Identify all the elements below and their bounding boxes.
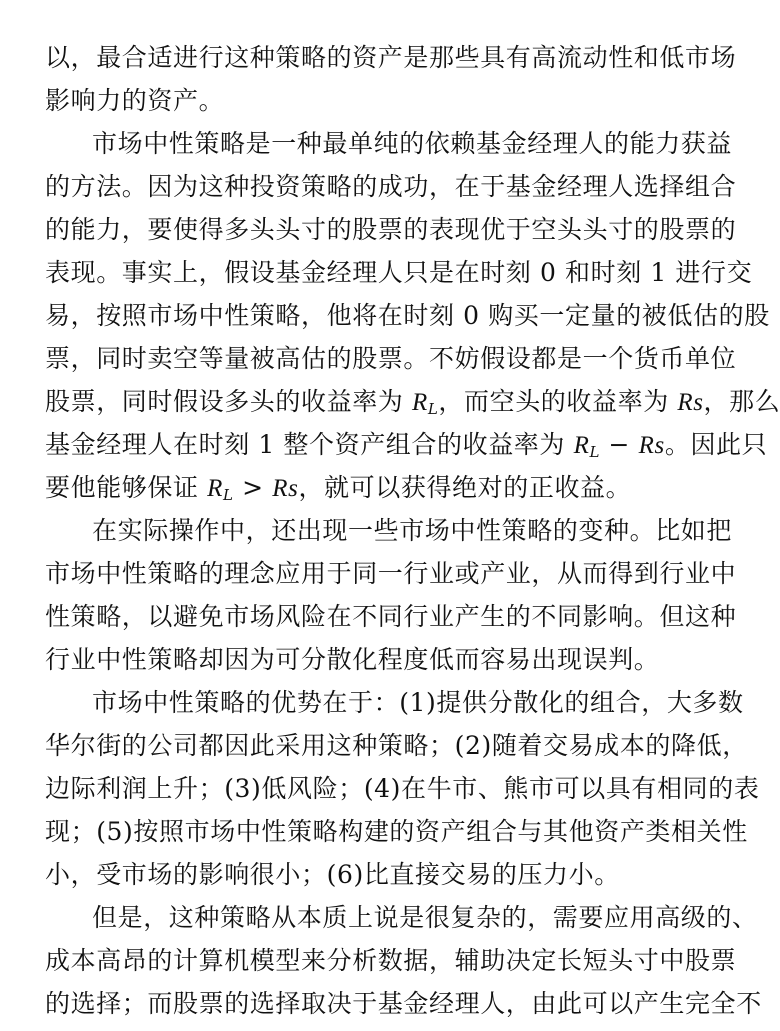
text-span: 基金经理人在时刻 1 整个资产组合的收益率为: [45, 430, 574, 459]
math-symbol-r: R: [207, 475, 224, 502]
math-operator-minus: −: [600, 430, 639, 459]
text-span: ，那么: [703, 387, 780, 416]
math-symbol-r: R: [411, 389, 428, 416]
text-line: 边际利润上升；(3)低风险；(4)在牛市、熊市可以具有相同的表: [45, 774, 760, 803]
math-subscript-l: L: [589, 443, 600, 461]
text-line: 市场中性策略的理念应用于同一行业或产业，从而得到行业中: [45, 559, 737, 588]
text-line: 表现。事实上，假设基金经理人只是在时刻 0 和时刻 1 进行交: [45, 258, 753, 287]
text-line: 成本高昂的计算机模型来分析数据，辅助决定长短头寸中股票: [45, 946, 737, 975]
math-symbol-rs: Rs: [638, 432, 665, 459]
text-span: 股票，同时假设多头的收益率为: [45, 387, 412, 416]
text-line: 现；(5)按照市场中性策略构建的资产组合与其他资产类相关性: [45, 817, 748, 846]
text-span: 要他能够保证: [45, 473, 208, 502]
text-line: 小，受市场的影响很小；(6)比直接交易的压力小。: [45, 860, 620, 889]
text-span: ，就可以获得绝对的正收益。: [298, 473, 632, 502]
math-symbol-rs: Rs: [272, 475, 299, 502]
text-line: 华尔街的公司都因此采用这种策略；(2)随着交易成本的降低，: [45, 731, 748, 760]
text-line-with-math: [45, 382, 780, 422]
text-line: 市场中性策略是一种最单纯的依赖基金经理人的能力获益: [92, 129, 733, 158]
text-line: 的能力，要使得多头头寸的股票的表现优于空头头寸的股票的: [45, 215, 737, 244]
text-line: 以，最合适进行这种策略的资产是那些具有高流动性和低市场: [45, 43, 737, 72]
math-subscript-l: L: [223, 486, 234, 504]
text-line: 的方法。因为这种投资策略的成功，在于基金经理人选择组合: [45, 172, 737, 201]
text-line-with-math: [45, 425, 768, 465]
text-line: 的选择；而股票的选择取决于基金经理人，由此可以产生完全不: [45, 989, 762, 1018]
math-operator-greater: >: [233, 473, 273, 502]
text-line: 影响力的资产。: [45, 86, 225, 115]
text-line: 票，同时卖空等量被高估的股票。不妨假设都是一个货币单位: [45, 344, 737, 373]
text-line-with-math: [45, 468, 673, 508]
text-line: 易，按照市场中性策略，他将在时刻 0 购买一定量的被低估的股: [45, 301, 770, 330]
math-symbol-rs: Rs: [677, 389, 704, 416]
text-span: ，而空头的收益率为: [438, 387, 678, 416]
text-line: 行业中性策略却因为可分散化程度低而容易出现误判。: [45, 645, 660, 674]
math-subscript-l: L: [427, 400, 439, 418]
text-line: 市场中性策略的优势在于：(1)提供分散化的组合，大多数: [92, 688, 744, 717]
text-line: 但是，这种策略从本质上说是很复杂的，需要应用高级的、: [92, 903, 758, 932]
text-line: 在实际操作中，还出现一些市场中性策略的变种。比如把: [92, 516, 733, 545]
text-line: 性策略，以避免市场风险在不同行业产生的不同影响。但这种: [45, 602, 737, 631]
text-span: 。因此只: [664, 430, 768, 459]
math-symbol-r: R: [573, 432, 590, 459]
